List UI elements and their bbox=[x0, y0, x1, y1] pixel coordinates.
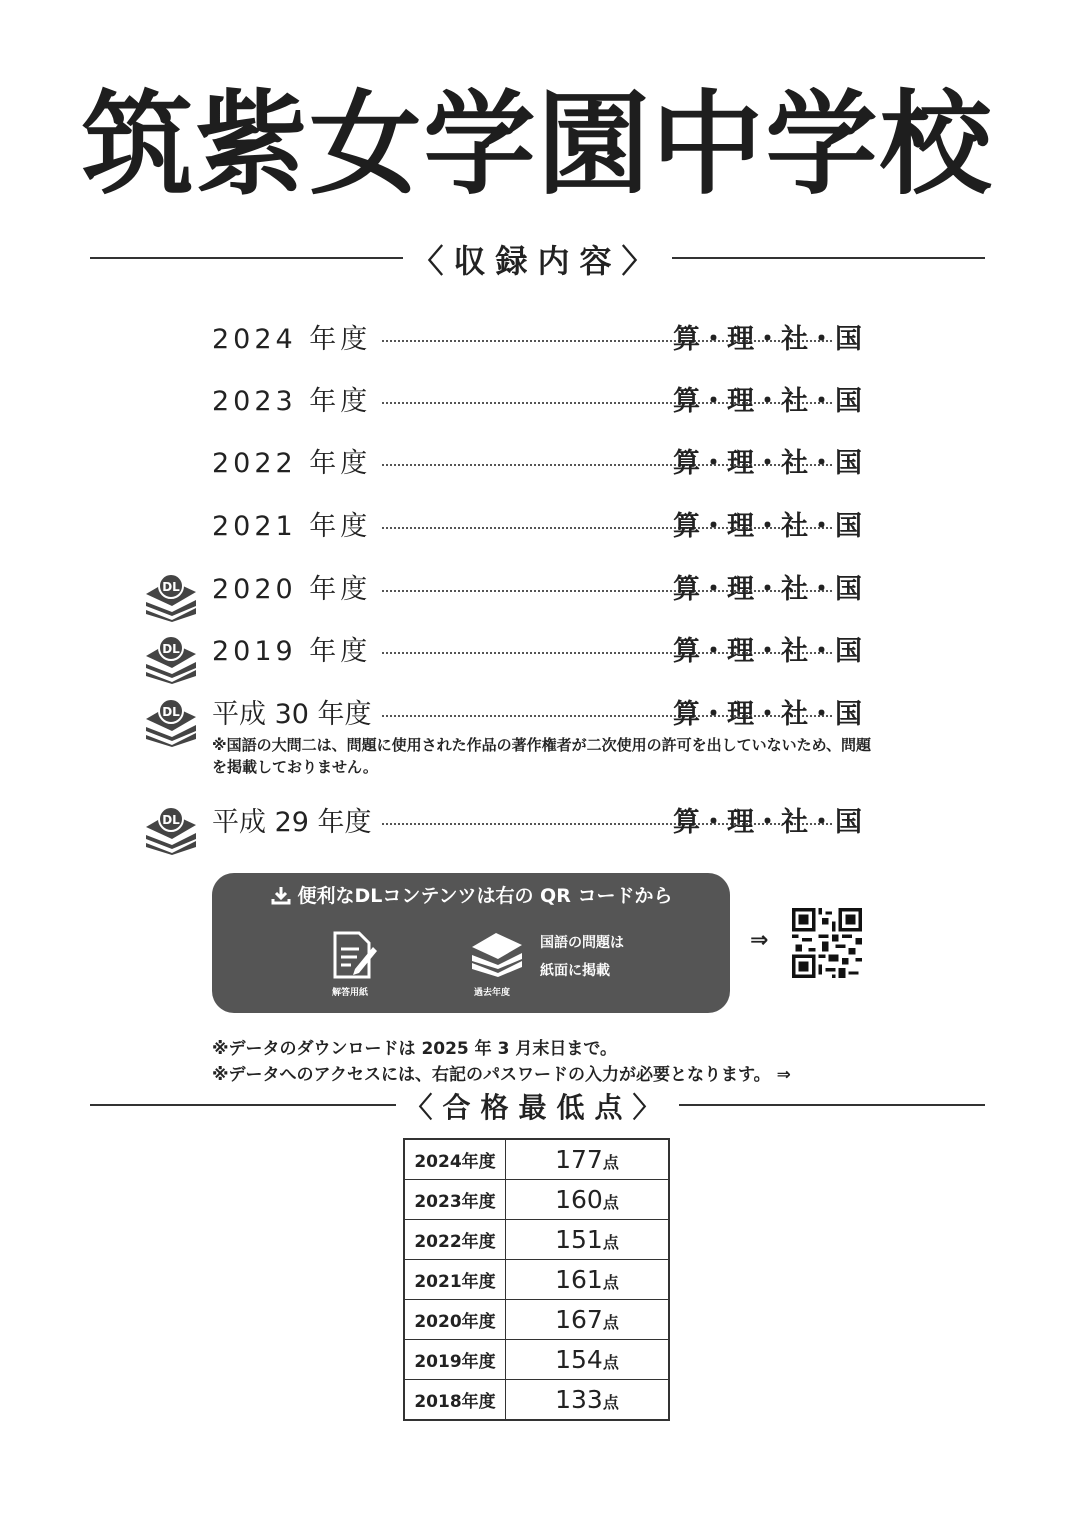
score-year: 2021年度 bbox=[404, 1260, 506, 1300]
score-unit: 点 bbox=[602, 1393, 619, 1412]
dl-book-icon bbox=[142, 805, 200, 855]
score-unit: 点 bbox=[602, 1193, 619, 1212]
contents-year: 2024 年度 bbox=[212, 324, 372, 355]
contents-subjects: 算・理・社・国 bbox=[673, 807, 862, 838]
score-cell bbox=[506, 1300, 670, 1340]
passing-score-table bbox=[403, 1138, 670, 1421]
dl-box-message-line: 紙面に掲載 bbox=[540, 963, 610, 979]
dl-badge-text: DL bbox=[162, 705, 180, 719]
contents-heading-text: 〈収録内容〉 bbox=[403, 236, 671, 282]
contents-row bbox=[212, 320, 862, 360]
score-unit: 点 bbox=[602, 1313, 619, 1332]
answer-sheet-icon bbox=[327, 929, 379, 981]
table-row bbox=[404, 1380, 669, 1421]
dl-content-box bbox=[212, 873, 730, 1013]
score-cell bbox=[506, 1380, 670, 1421]
copyright-note: ※国語の大問二は、問題に使用された作品の著作権者が二次使用の許可を出していないため、問題を掲載しておりません。 bbox=[212, 736, 871, 776]
contents-subjects: 算・理・社・国 bbox=[673, 386, 862, 417]
download-icon bbox=[270, 885, 292, 905]
score-year: 2022年度 bbox=[404, 1220, 506, 1260]
score-unit: 点 bbox=[602, 1153, 619, 1172]
dl-badge-text: DL bbox=[162, 813, 180, 827]
qr-arrow: ⇒ bbox=[750, 928, 769, 953]
contents-subjects: 算・理・社・国 bbox=[673, 636, 862, 667]
score-unit: 点 bbox=[602, 1353, 619, 1372]
scores-heading bbox=[0, 1086, 1075, 1126]
contents-row bbox=[212, 382, 862, 422]
contents-year: 2021 年度 bbox=[212, 511, 372, 542]
dl-badge-text: DL bbox=[162, 580, 180, 594]
dl-box-message-line: 国語の問題は bbox=[540, 935, 624, 951]
score-year: 2020年度 bbox=[404, 1300, 506, 1340]
score-value: 160 bbox=[555, 1185, 603, 1214]
score-year: 2018年度 bbox=[404, 1380, 506, 1421]
table-row bbox=[404, 1180, 669, 1220]
dl-box-message bbox=[540, 929, 624, 985]
contents-subjects: 算・理・社・国 bbox=[673, 574, 862, 605]
contents-year: 2022 年度 bbox=[212, 448, 372, 479]
score-cell bbox=[506, 1260, 670, 1300]
score-cell bbox=[506, 1220, 670, 1260]
table-row bbox=[404, 1139, 669, 1180]
past-years-book-icon bbox=[468, 929, 526, 977]
dl-book-icon bbox=[142, 634, 200, 684]
contents-year: 2019 年度 bbox=[212, 636, 372, 667]
dl-box-header bbox=[212, 881, 730, 908]
contents-subjects: 算・理・社・国 bbox=[673, 448, 862, 479]
answer-sheet-caption: 解答用紙 bbox=[332, 988, 369, 998]
score-unit: 点 bbox=[602, 1273, 619, 1292]
dl-box-header-text: 便利なDLコンテンツは右の QR コードから bbox=[297, 885, 673, 907]
table-row bbox=[404, 1220, 669, 1260]
score-cell bbox=[506, 1180, 670, 1220]
score-unit: 点 bbox=[602, 1233, 619, 1252]
download-deadline-note: ※データのダウンロードは 2025 年 3 月末日まで。 bbox=[212, 1039, 618, 1059]
score-value: 177 bbox=[555, 1145, 603, 1174]
dl-book-icon bbox=[142, 697, 200, 747]
score-value: 167 bbox=[555, 1305, 603, 1334]
table-row bbox=[404, 1260, 669, 1300]
contents-year: 2020 年度 bbox=[212, 574, 372, 605]
score-year: 2023年度 bbox=[404, 1180, 506, 1220]
page-title: 筑紫女学園中学校 bbox=[81, 80, 994, 210]
dl-book-icon bbox=[142, 572, 200, 622]
score-cell bbox=[506, 1340, 670, 1380]
score-value: 154 bbox=[555, 1345, 603, 1374]
contents-row bbox=[212, 444, 862, 484]
contents-row bbox=[212, 570, 862, 610]
contents-subjects: 算・理・社・国 bbox=[673, 324, 862, 355]
contents-row bbox=[212, 507, 862, 547]
contents-subjects: 算・理・社・国 bbox=[673, 511, 862, 542]
score-value: 133 bbox=[555, 1385, 603, 1414]
table-row bbox=[404, 1300, 669, 1340]
contents-year: 平成 30 年度 bbox=[212, 699, 372, 730]
score-year: 2019年度 bbox=[404, 1340, 506, 1380]
score-cell bbox=[506, 1139, 670, 1180]
score-year: 2024年度 bbox=[404, 1139, 506, 1180]
contents-row bbox=[212, 695, 862, 735]
contents-year: 平成 29 年度 bbox=[212, 807, 372, 838]
score-value: 161 bbox=[555, 1265, 603, 1294]
contents-heading bbox=[0, 236, 1075, 282]
dl-badge-text: DL bbox=[162, 642, 180, 656]
table-row bbox=[404, 1340, 669, 1380]
contents-row bbox=[212, 632, 862, 672]
contents-row bbox=[212, 803, 862, 843]
scores-heading-text: 〈合格最低点〉 bbox=[396, 1086, 678, 1126]
contents-year: 2023 年度 bbox=[212, 386, 372, 417]
past-years-caption: 過去年度 bbox=[474, 988, 511, 998]
qr-code[interactable] bbox=[792, 908, 862, 978]
score-value: 151 bbox=[555, 1225, 603, 1254]
contents-subjects: 算・理・社・国 bbox=[673, 699, 862, 730]
password-note: ※データへのアクセスには、右記のパスワードの入力が必要となります。 ⇒ bbox=[212, 1065, 791, 1085]
